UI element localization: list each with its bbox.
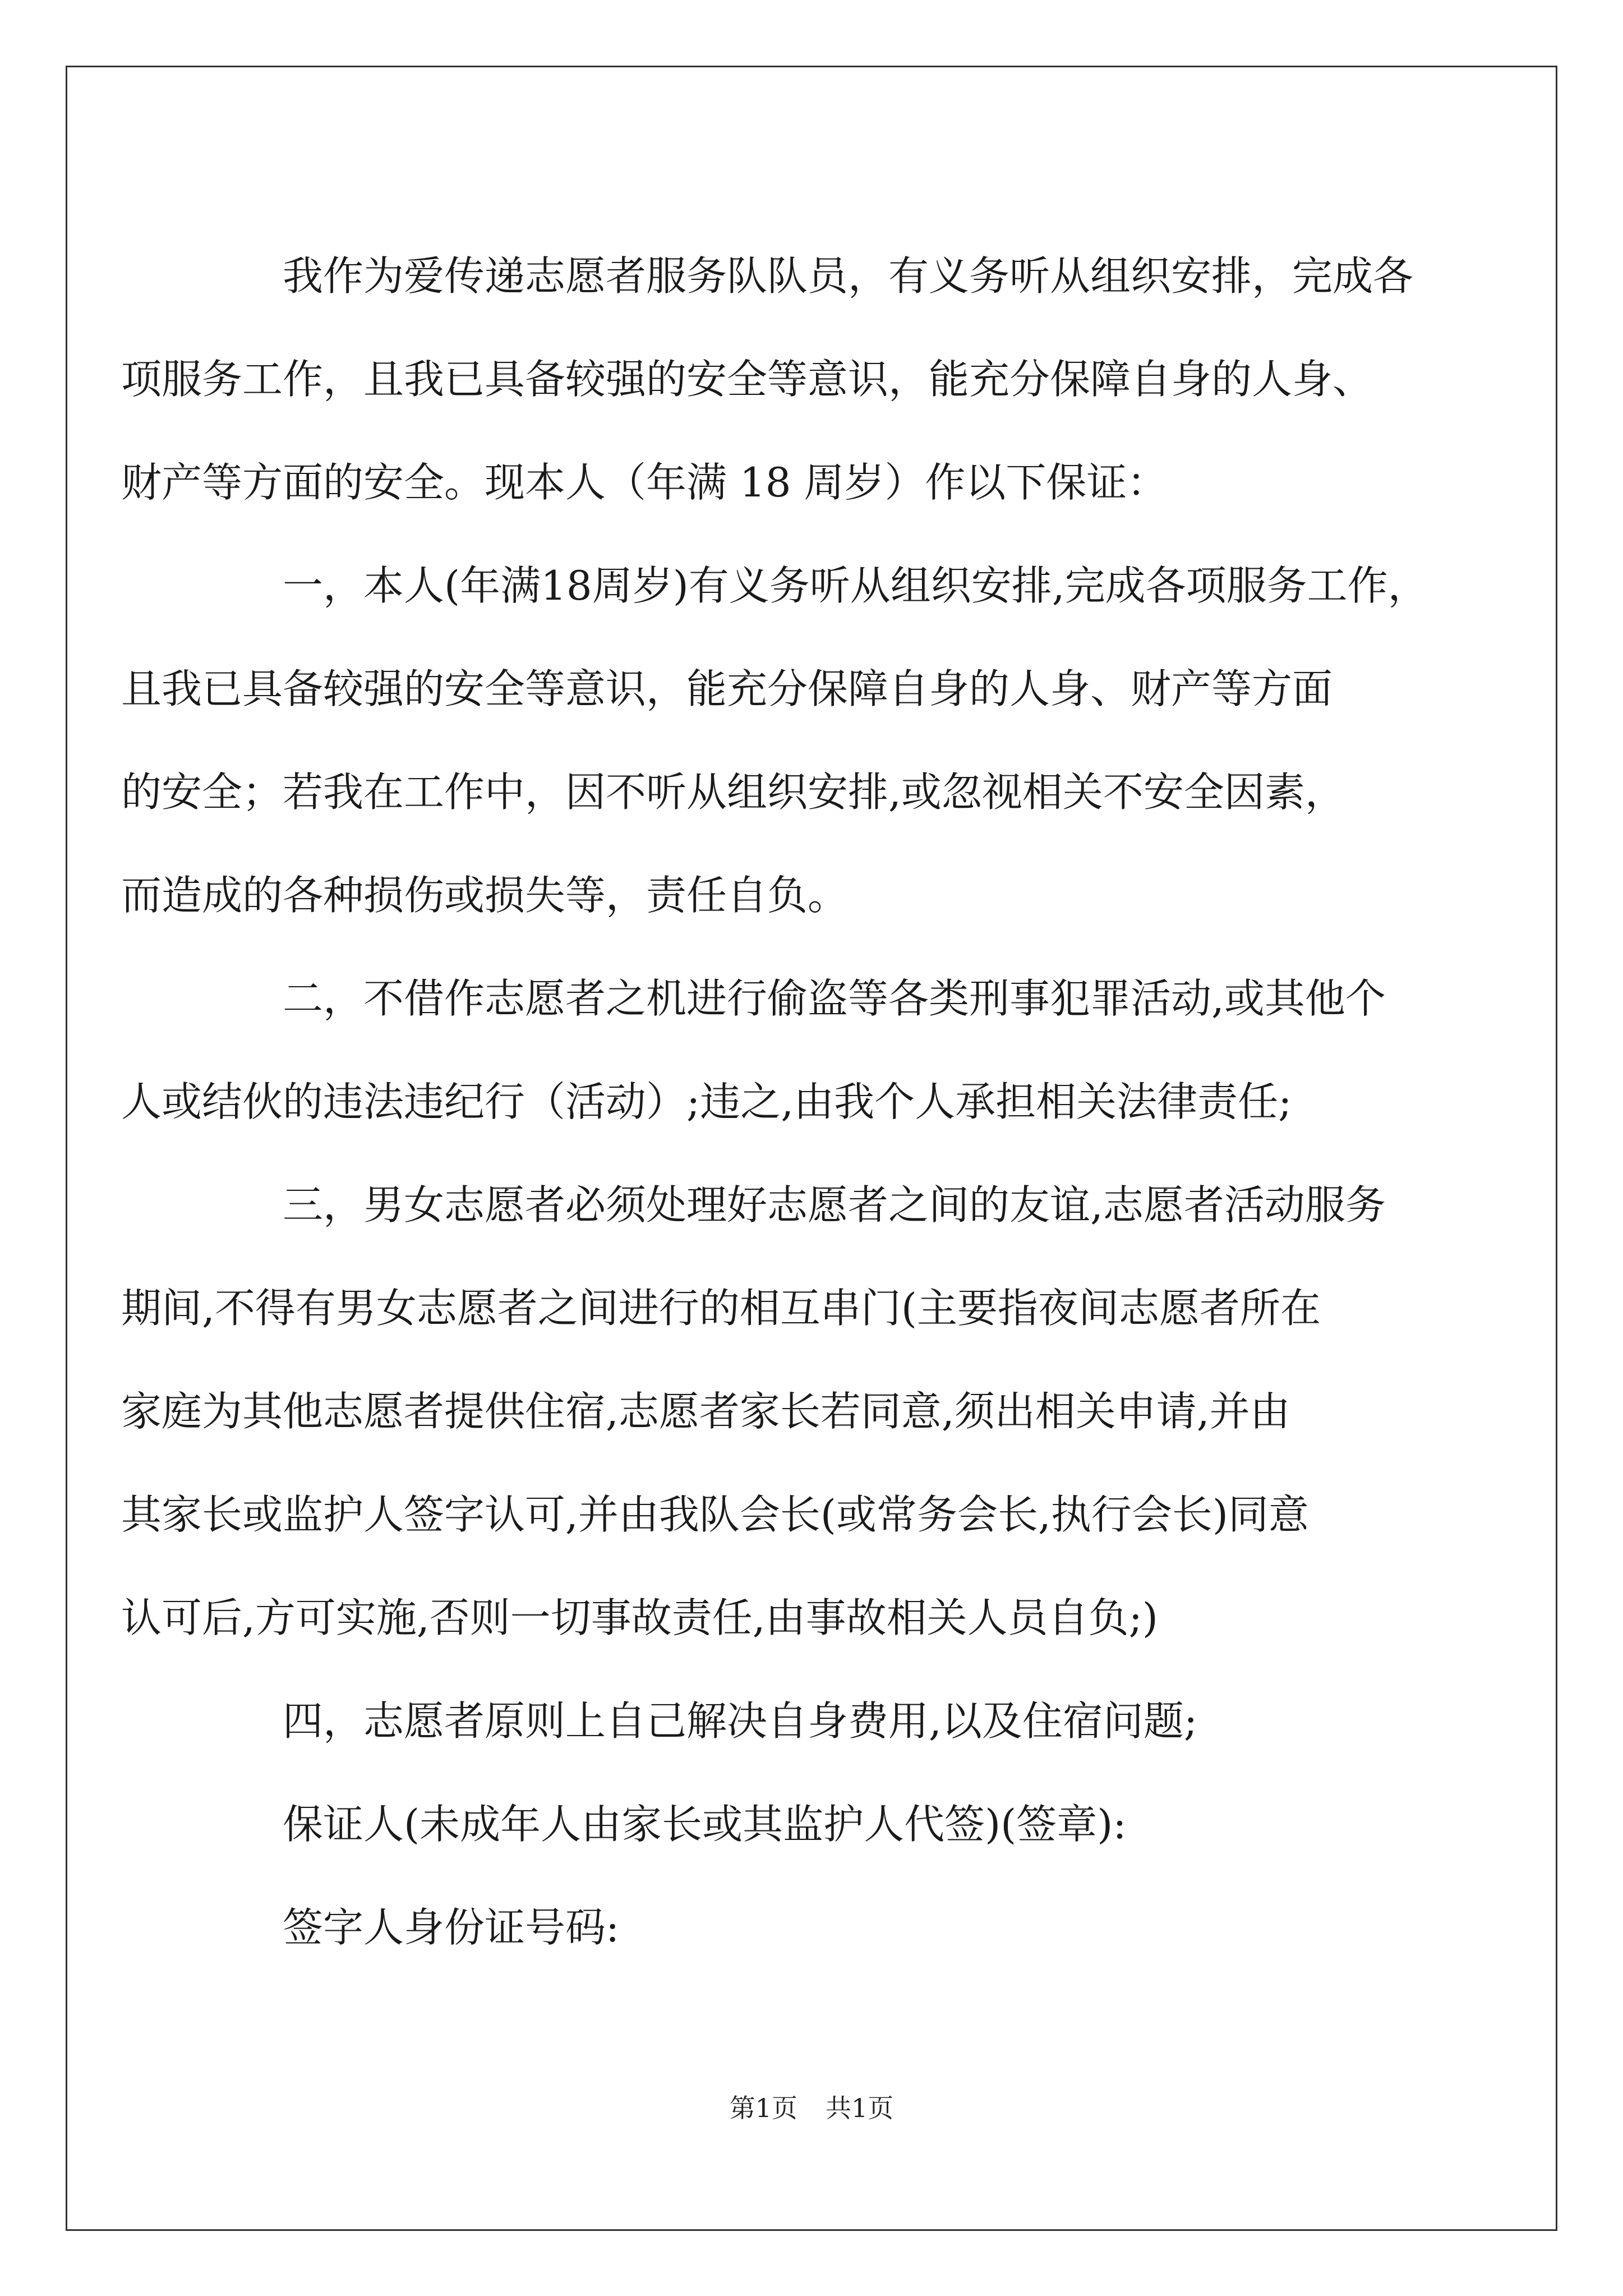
paragraph-line: 认可后,方可实施,否则一切事故责任,由事故相关人员自负;) [121,1594,1159,1641]
page-footer [0,2091,1623,2125]
paragraph-line: 人或结伙的违法违纪行（活动）;违之,由我个人承担相关法律责任; [121,1078,1292,1125]
page-number-total: 共1页 [826,2093,894,2123]
page-number-current: 第1页 [729,2093,797,2123]
id-number-line [202,1876,1447,1979]
paragraph-line: 一，本人(年满18周岁)有义务听从组织安排,完成各项服务工作， [283,562,1428,609]
paragraph-line: 家庭为其他志愿者提供住宿,志愿者家长若同意,须出相关申请,并由 [121,1388,1290,1435]
paragraph-line: 保证人(未成年人由家长或其监护人代签)(签章): [283,1801,1127,1848]
paragraph-item-one [121,534,1447,947]
paragraph-line: 其家长或监护人签字认可,并由我队会长(或常务会长,执行会长)同意 [121,1491,1309,1538]
paragraph-line: 财产等方面的安全。现本人（年满 18 周岁）作以下保证： [121,459,1168,506]
paragraph-line: 的安全；若我在工作中，因不听从组织安排,或忽视相关不安全因素， [121,769,1345,816]
paragraph-line: 签字人身份证号码: [283,1904,620,1951]
paragraph-line: 四，志愿者原则上自己解决自身费用,以及住宿问题; [283,1697,1198,1745]
paragraph-item-two [121,947,1447,1153]
paragraph-line: 我作为爱传递志愿者服务队队员，有义务听从组织安排，完成各 [283,252,1414,300]
paragraph-line: 三，男女志愿者必须处理好志愿者之间的友谊,志愿者活动服务 [283,1181,1386,1228]
paragraph-line: 期间,不得有男女志愿者之间进行的相互串门(主要指夜间志愿者所在 [121,1285,1321,1332]
paragraph-item-three [121,1153,1447,1669]
guarantor-signature-line [202,1773,1447,1876]
paragraph-line: 二，不借作志愿者之机进行偷盗等各类刑事犯罪活动,或其他个 [283,975,1386,1022]
paragraph-line: 项服务工作，且我已具备较强的安全等意识，能充分保障自身的人身、 [121,356,1373,403]
paragraph-line: 且我已具备较强的安全等意识，能充分保障自身的人身、财产等方面 [121,665,1333,712]
paragraph-line: 而造成的各种损伤或损失等，责任自负。 [121,872,849,919]
paragraph-intro [121,224,1447,534]
document-body [121,224,1447,1979]
paragraph-item-four [202,1669,1447,1773]
